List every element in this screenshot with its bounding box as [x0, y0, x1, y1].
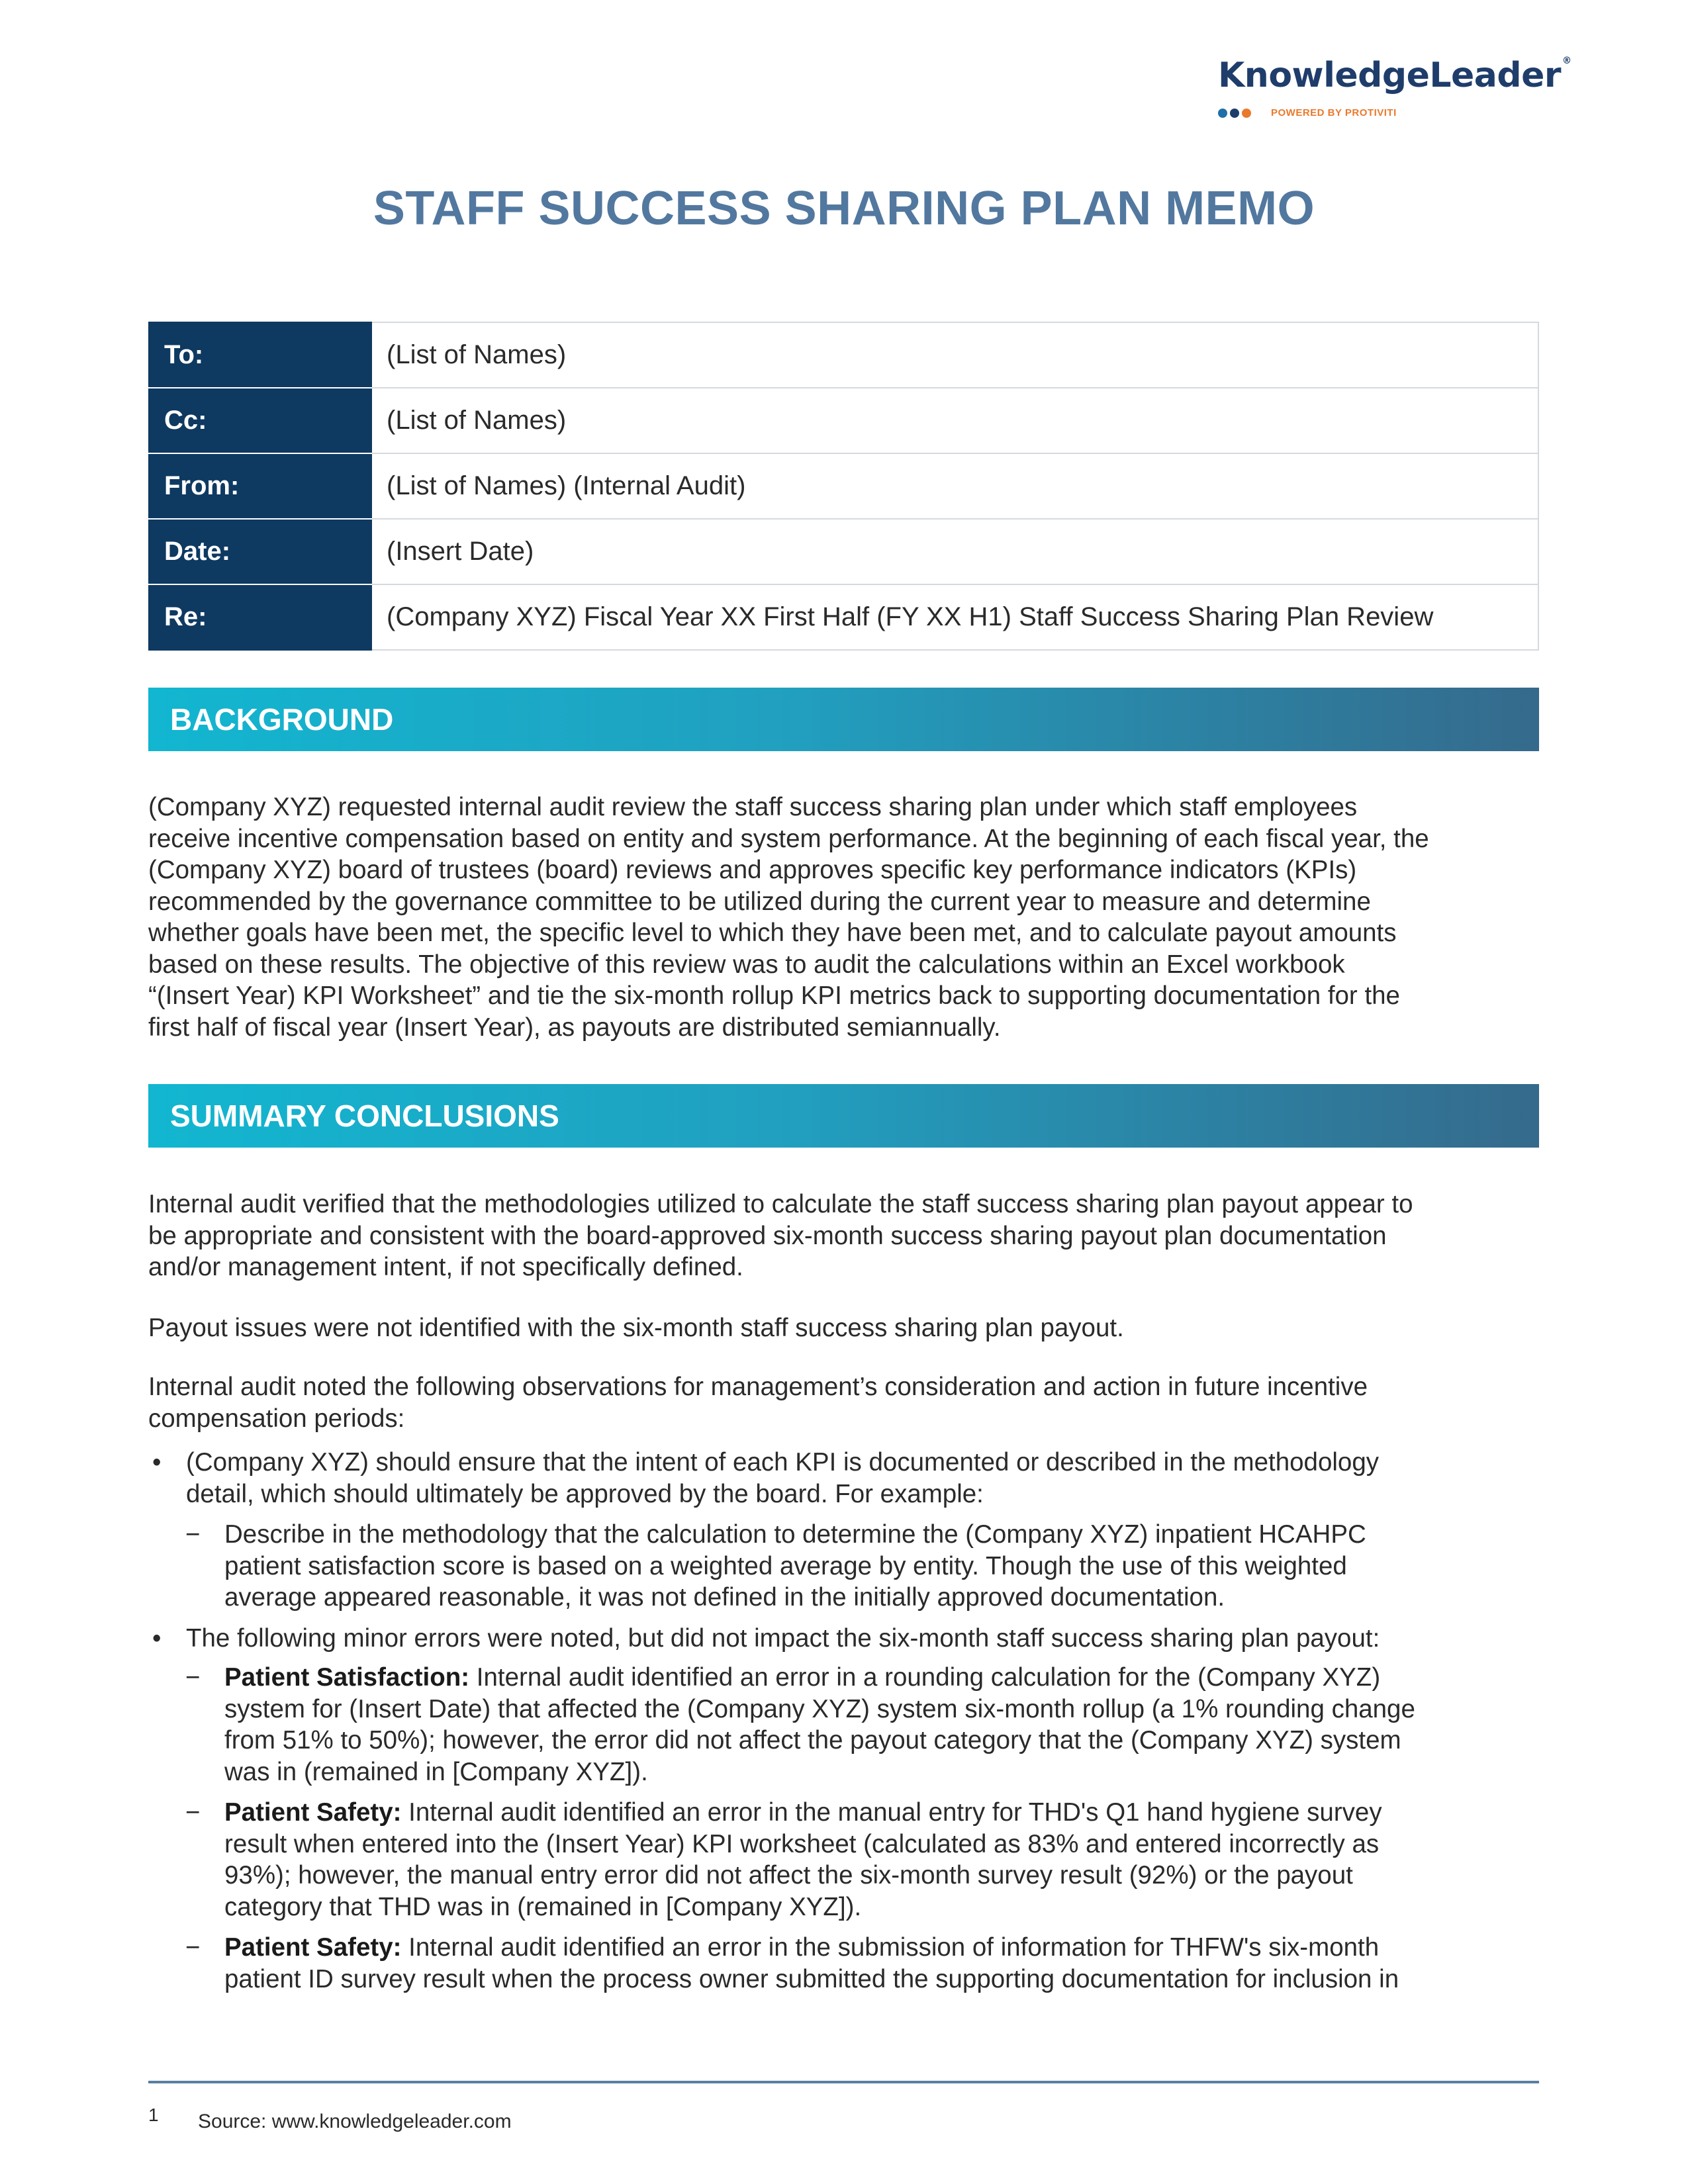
dash-mark: − — [185, 1663, 201, 1692]
text-line: Internal audit identified an error in a rounding calculation for the (Company XYZ) — [469, 1663, 1381, 1692]
list-item — [148, 1447, 1545, 1510]
summary-paragraph-3 — [148, 1371, 1542, 1434]
memo-label: Re: — [149, 584, 371, 650]
sub-list-item — [148, 1932, 1545, 1995]
text-line: The following minor errors were noted, but did not impact the six-month staff success sharing plan payout: — [186, 1623, 1380, 1653]
text-line: was in (remained in [Company XYZ]). — [224, 1757, 648, 1786]
footer-source: Source: www.knowledgeleader.com — [198, 2111, 512, 2132]
text-line: category that THD was in (remained in [Company XYZ]). — [224, 1892, 862, 1921]
memo-label: Cc: — [149, 388, 371, 453]
bullet-mark: • — [152, 1448, 162, 1477]
memo-label: Date: — [149, 519, 371, 584]
text-line: (Company XYZ) requested internal audit review the staff success sharing plan under which staff employees — [148, 793, 1358, 821]
text-line: detail, which should ultimately be approved by the board. For example: — [186, 1479, 984, 1508]
dash-mark: − — [185, 1520, 201, 1549]
text-line: and/or management intent, if not specifically defined. — [148, 1253, 743, 1281]
sub-list-item — [148, 1662, 1545, 1788]
dash-mark: − — [185, 1798, 201, 1827]
text-line: whether goals have been met, the specific level to which they have been met, and to calculate payout amounts — [148, 919, 1397, 947]
brand-dot-1 — [1218, 109, 1227, 118]
dash-mark: − — [185, 1933, 201, 1962]
text-line: 93%); however, the manual entry error did not affect the six-month survey result (92%) or the payout — [224, 1861, 1353, 1889]
text-line: “(Insert Year) KPI Worksheet” and tie the six-month rollup KPI metrics back to supporting documentation for the — [148, 981, 1400, 1010]
memo-label: To: — [149, 322, 371, 388]
text-line: (Company XYZ) should ensure that the intent of each KPI is documented or described in the methodology — [186, 1448, 1379, 1477]
text-line: receive incentive compensation based on entity and system performance. At the beginning of each fiscal year, the — [148, 824, 1429, 853]
text-line: from 51% to 50%); however, the error did not affect the payout category that the (Company XYZ) system — [224, 1726, 1401, 1754]
background-paragraph — [148, 792, 1542, 1043]
text-line: Internal audit identified an error in the manual entry for THD's Q1 hand hygiene survey — [401, 1798, 1382, 1827]
summary-paragraph-1 — [148, 1189, 1542, 1283]
memo-label: From: — [149, 453, 371, 519]
observations-list — [148, 1447, 1545, 2004]
text-line: result when entered into the (Insert Year) KPI worksheet (calculated as 83% and entered incorrectly as — [224, 1829, 1380, 1858]
item-lead: Patient Safety: — [224, 1933, 402, 1962]
text-line: Internal audit verified that the methodologies utilized to calculate the staff success sharing plan payout appear to — [148, 1190, 1413, 1218]
text-line: patient ID survey result when the process owner submitted the supporting documentation for inclusion in — [224, 1964, 1399, 1993]
brand-subline — [1218, 107, 1397, 118]
text-line: Internal audit noted the following observations for management’s consideration and action in future incentive — [148, 1373, 1368, 1401]
sub-list-item — [148, 1519, 1545, 1614]
memo-value: (List of Names) — [371, 388, 1538, 453]
memo-row-from — [149, 453, 1538, 519]
text-line: be appropriate and consistent with the board-approved six-month success sharing payout plan documentation — [148, 1221, 1387, 1250]
memo-value: (Insert Date) — [371, 519, 1538, 584]
brand-dot-2 — [1230, 109, 1239, 118]
memo-header-table — [148, 322, 1539, 651]
brand-tagline: POWERED BY PROTIVITI — [1271, 107, 1397, 118]
text-line: Internal audit identified an error in the submission of information for THFW's six-month — [401, 1933, 1380, 1962]
text-line: (Company XYZ) board of trustees (board) reviews and approves specific key performance indicators (KPIs) — [148, 856, 1357, 884]
bullet-mark: • — [152, 1623, 162, 1653]
brand-logo — [1218, 56, 1571, 118]
summary-paragraph-2 — [148, 1312, 1542, 1344]
registered-mark: ® — [1562, 56, 1571, 66]
text-line: recommended by the governance committee to be utilized during the current year to measure and determine — [148, 887, 1371, 916]
sub-list-item — [148, 1797, 1545, 1923]
memo-value: (List of Names) — [371, 322, 1538, 388]
brand-dot-3 — [1242, 109, 1251, 118]
text-line: patient satisfaction score is based on a weighted average by entity. Though the use of this weighted — [224, 1551, 1347, 1580]
text-line: compensation periods: — [148, 1404, 405, 1433]
text-line: system for (Insert Date) that affected the (Company XYZ) system six-month rollup (a 1% rounding change — [224, 1694, 1415, 1723]
footer-divider — [148, 2081, 1539, 2083]
text-line: Describe in the methodology that the calculation to determine the (Company XYZ) inpatient HCAHPC — [224, 1520, 1366, 1549]
item-lead: Patient Satisfaction: — [224, 1663, 470, 1692]
brand-name: KnowledgeLeader — [1218, 56, 1562, 95]
memo-value: (List of Names) (Internal Audit) — [371, 453, 1538, 519]
memo-value: (Company XYZ) Fiscal Year XX First Half (FY XX H1) Staff Success Sharing Plan Review — [371, 584, 1538, 650]
text-line: Payout issues were not identified with the six-month staff success sharing plan payout. — [148, 1314, 1124, 1342]
memo-row-re — [149, 584, 1538, 650]
summary-heading: SUMMARY CONCLUSIONS — [148, 1084, 1539, 1148]
document-title: STAFF SUCCESS SHARING PLAN MEMO — [373, 182, 1315, 235]
page-number: 1 — [148, 2105, 159, 2125]
text-line: average appeared reasonable, it was not defined in the initially approved documentation. — [224, 1583, 1225, 1612]
memo-row-date — [149, 519, 1538, 584]
background-heading: BACKGROUND — [148, 688, 1539, 751]
memo-row-to — [149, 322, 1538, 388]
list-item — [148, 1623, 1545, 1655]
memo-row-cc — [149, 388, 1538, 453]
text-line: based on these results. The objective of this review was to audit the calculations within an Excel workbook — [148, 950, 1345, 979]
item-lead: Patient Safety: — [224, 1798, 402, 1827]
text-line: first half of fiscal year (Insert Year), as payouts are distributed semiannually. — [148, 1013, 1001, 1042]
